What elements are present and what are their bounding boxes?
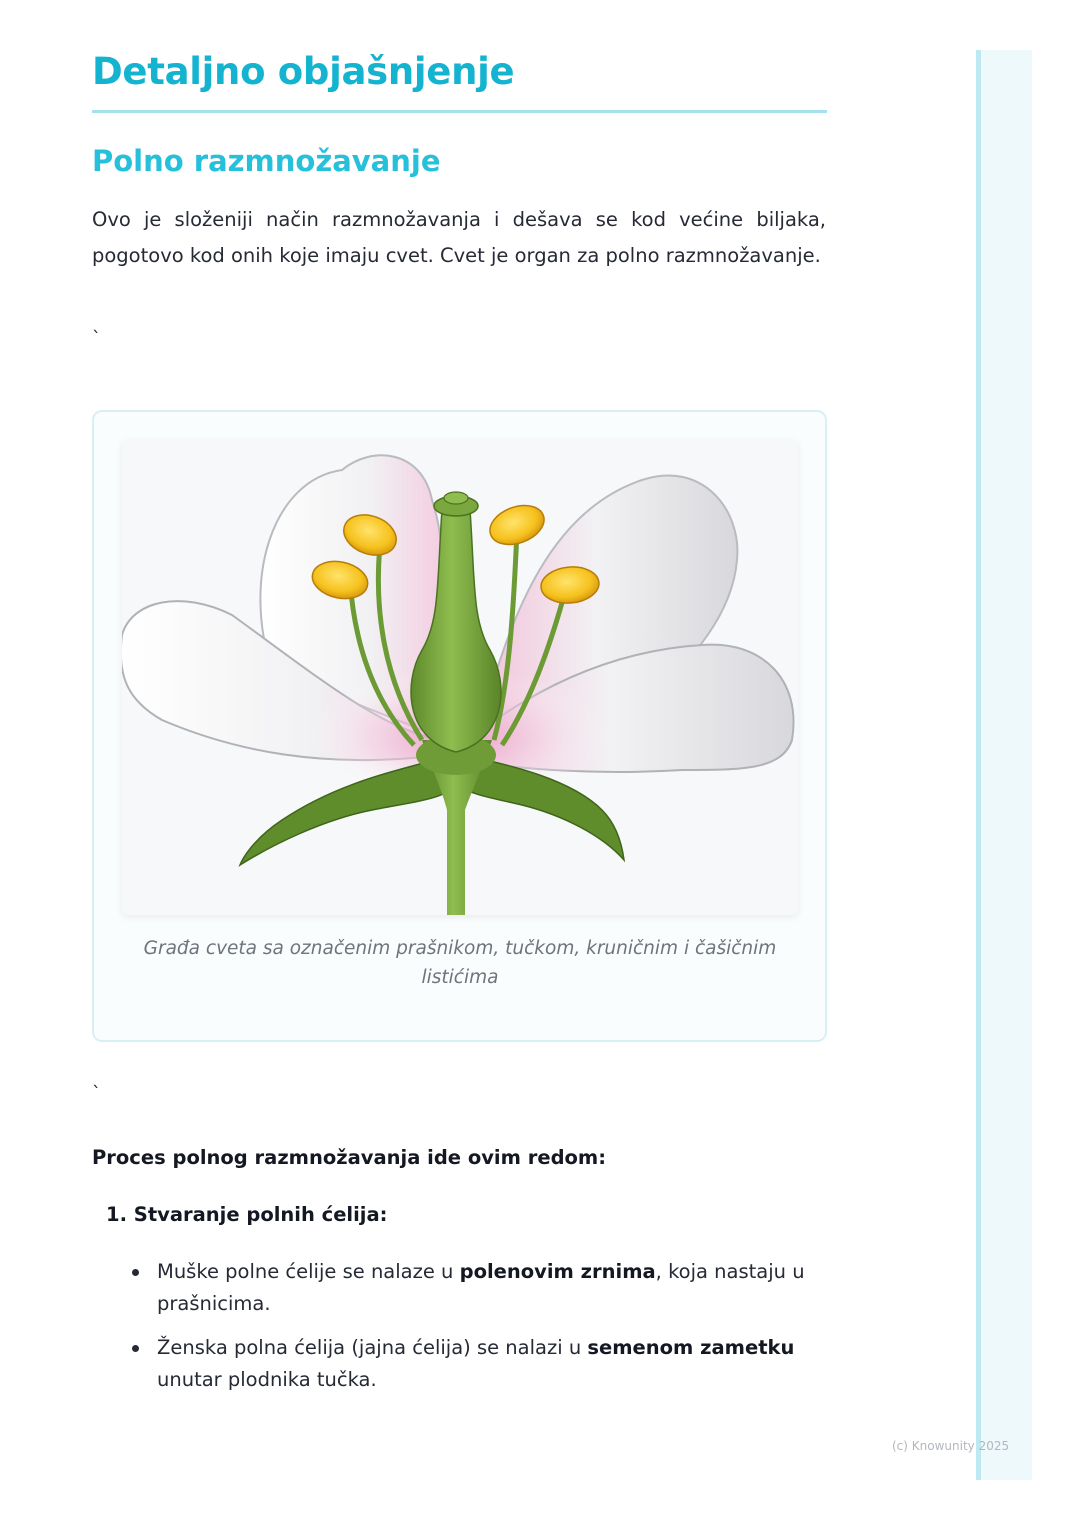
copyright-footer: (c) Knowunity 2025 (892, 1439, 1010, 1453)
bold-term: semenom zametku (587, 1336, 795, 1359)
intro-paragraph: Ovo je složeniji način razmnožavanja i dešava se kod većine biljaka, pogotovo kod onih koje imaju cvet. Cvet je organ za polno razmnožavanje. (92, 208, 826, 267)
title-divider (92, 110, 827, 113)
bullet-dot-icon (132, 1269, 139, 1276)
page-title: Detaljno objašnjenje (92, 50, 515, 93)
step-number: 1. (106, 1203, 127, 1226)
figure-card (92, 410, 827, 1042)
list-item (132, 1332, 812, 1396)
bullet-text: Muške polne ćelije se nalaze u polenovim zrnima, koja nastaju u prašnicima. (157, 1260, 805, 1315)
bullet-text: Ženska polna ćelija (jajna ćelija) se nalazi u semenom zametku unutar plodnika tučka. (157, 1336, 795, 1391)
step-title: Stvaranje polnih ćelija: (133, 1203, 388, 1226)
separator-mark: ` (92, 1083, 101, 1104)
process-heading: Proces polnog razmnožavanja ide ovim redom: (92, 1146, 607, 1169)
separator-mark: ` (92, 328, 101, 349)
step-item (106, 1203, 387, 1226)
figure-caption: Građa cveta sa označenim prašnikom, tučkom, kruničnim i čašičnim listićima (143, 938, 777, 988)
section-heading: Polno razmnožavanje (92, 144, 441, 178)
flower-structure-illustration (122, 440, 798, 915)
bullet-dot-icon (132, 1345, 139, 1352)
sidebar-strip (976, 50, 1032, 1480)
list-item (132, 1256, 812, 1320)
bold-term: polenovim zrnima (459, 1260, 656, 1283)
